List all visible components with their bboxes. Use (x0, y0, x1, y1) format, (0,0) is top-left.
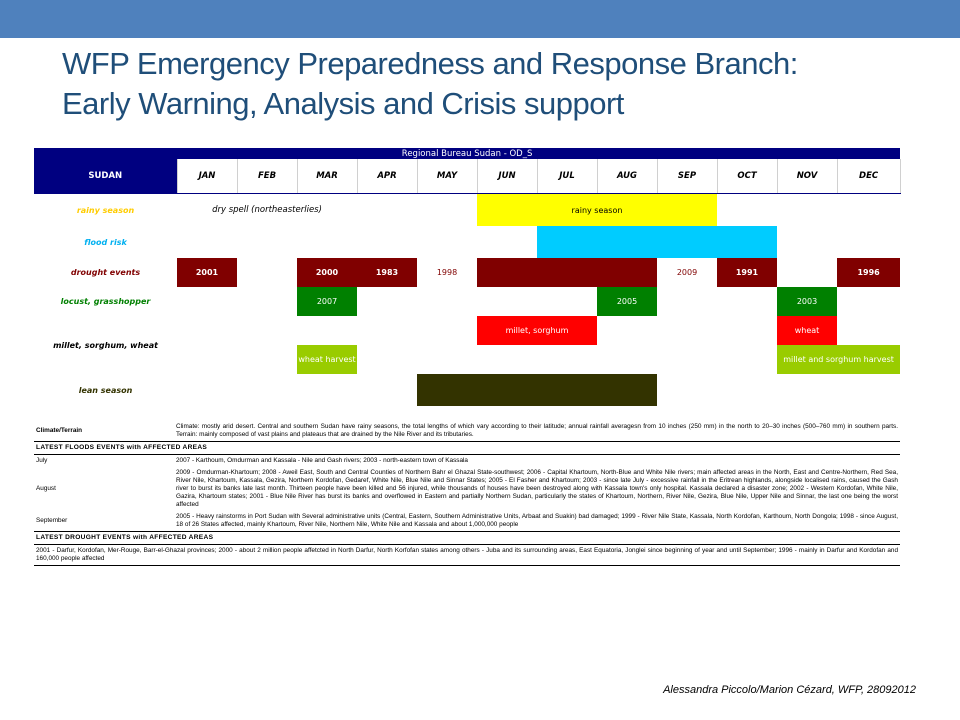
drought-events-row (34, 258, 900, 287)
drought-bar-jun-aug (477, 258, 657, 287)
month-header: AUG (597, 159, 657, 194)
wheat-sowing-bar: wheat (777, 316, 837, 345)
september-label: September (34, 511, 174, 532)
august-floods-row (34, 467, 900, 511)
july-label: July (36, 457, 48, 464)
wheat-harvest-bar: wheat harvest (297, 345, 357, 374)
slide-title-line-1: WFP Emergency Preparedness and Response Branch: (62, 46, 798, 81)
drought-year-mar: 2000 (297, 258, 357, 287)
locust-year-mar: 2007 (297, 287, 357, 316)
millet-sorghum-sowing-bar: millet, sorghum (477, 316, 597, 345)
calendar-title-row (34, 148, 900, 159)
august-floods-text: 2009 - Omdurman-Khartoum; 2008 - Aweil East, South and Central Counties of Northern Bahr el Ghazal State-southwest; 2006 - Capital Khartoum, North-Blue and White Nile rivers; main affected areas in the North, East and Centre-Northern, Red Sea, River Nile, Khartoum, Kassala, Gezira, Northern Kordofan, Gedaref, White Nile, Blue Nile and Sinnar States; 2005 - El Fasher and Khartoum; 2003 - since late July - excessive rainfall in the Eritrean highlands, alongside localised rains, caused the Gash river to burst its banks late last month. Thirteen people have been killed and 56 injured, while thousands of houses have been destroyed along with Kassala town's only hospital. Kassala declared a disaster zone; 2002 - Western Kordofan, White Nile, Gazira, Khartoum states; 2001 - Blue Nile River has burst its banks and overflowed in Eastern and partially Northern Sudan, particularly the states of Khartoum, Northern, River Nile, Gezira, Blue Nile, Upper Nile and Sinnar, the last one being the worst affected (176, 469, 898, 508)
flood-risk-bar (537, 226, 777, 258)
drought-year-dec: 1996 (837, 258, 900, 287)
month-header: NOV (777, 159, 837, 194)
climate-label: Climate/Terrain (34, 421, 174, 442)
seasonal-calendar-table (34, 148, 901, 406)
row-label-crops: millet, sorghum, wheat (53, 340, 158, 350)
top-accent-bar (0, 0, 960, 38)
drought-events-text: 2001 - Darfur, Kordofan, Mer-Rouge, Barr-el-Ghazal provinces; 2000 - about 2 million people affetcted in North Darfur, North Korfofan states among others - Juba and its surrounding areas, East Equatoria, Jonglei since beginning of year and until September; 1996 - mainly in Darfur and Kordofan and 160,000 people affected (34, 545, 900, 566)
month-header: JUL (537, 159, 597, 194)
row-label-rainy-season: rainy season (76, 205, 135, 215)
drought-year-oct: 1991 (717, 258, 777, 287)
row-label-locust: locust, grasshopper (60, 297, 151, 306)
month-header: JAN (177, 159, 237, 194)
month-header: APR (357, 159, 417, 194)
september-floods-text: 2005 - Heavy rainstorms in Port Sudan with Several administrative units (Central, Eastern, Southern Administrative Units, Arbaat and Suakin) bad damaged; 1999 - River Nile State, Kassala, North Kordofan, Karthoum, North Dongola; 1998 - since August, 18 of 26 States affected, mainly Khartoum, River Nile, Northern Nile, White Nile and Kassala and about 1,000,000 people (174, 511, 900, 532)
crops-sowing-row (34, 316, 900, 345)
month-header: DEC (837, 159, 900, 194)
drought-year-sep: 2009 (676, 268, 698, 277)
flood-risk-row (34, 226, 900, 258)
month-header: SEP (657, 159, 717, 194)
month-header-row (34, 159, 900, 194)
month-header: MAR (297, 159, 357, 194)
rainy-season-row (34, 194, 900, 227)
lean-season-row (34, 374, 900, 406)
month-header: MAY (417, 159, 477, 194)
calendar-title: Regional Bureau Sudan - OD_S (34, 148, 900, 159)
floods-header-row (34, 442, 900, 455)
country-header: SUDAN (34, 159, 177, 194)
dry-spell-label: dry spell (northeasterlies) (212, 205, 322, 215)
rainy-season-bar: rainy season (477, 194, 717, 227)
slide-title (62, 44, 942, 124)
drought-year-apr: 1983 (357, 258, 417, 287)
drought-year-may: 1998 (436, 268, 458, 277)
row-label-lean-season: lean season (78, 385, 133, 395)
august-label: August (36, 485, 56, 492)
july-floods-row (34, 455, 900, 468)
drought-header: LATEST DROUGHT EVENTS with AFFECTED AREAS (34, 532, 900, 545)
month-header: OCT (717, 159, 777, 194)
drought-header-row (34, 532, 900, 545)
july-floods-text: 2007 - Karthoum, Omdurman and Kassala - Nile and Gash rivers; 2003 - north-eastern town of Kassala (176, 457, 468, 464)
lean-season-bar (417, 374, 657, 406)
millet-sorghum-harvest-bar: millet and sorghum harvest (777, 345, 900, 374)
slide-footer-credit: Alessandra Piccolo/Marion Cézard, WFP, 28092012 (663, 684, 916, 696)
september-floods-row (34, 511, 900, 532)
drought-year-jan: 2001 (177, 258, 237, 287)
locust-row (34, 287, 900, 316)
month-header: FEB (237, 159, 297, 194)
month-header: JUN (477, 159, 537, 194)
climate-row (34, 421, 900, 442)
row-label-drought: drought events (70, 268, 141, 277)
locust-year-aug: 2005 (597, 287, 657, 316)
slide-title-line-2: Early Warning, Analysis and Crisis support (62, 86, 624, 121)
locust-year-nov: 2003 (777, 287, 837, 316)
hazard-notes-table (34, 421, 900, 566)
drought-events-text-row (34, 545, 900, 566)
climate-text: Climate: mostly arid desert. Central and southern Sudan have rainy seasons, the total lengths of which vary according to their latitude; annual rainfall averagesn from 10 inches (250 mm) in the north to 20–30 inches (500–760 mm) in southern parts. Terrain: mainly composed of vast plains and plateaus that are drained by the Nile River and its tributaries. (174, 421, 900, 442)
row-label-flood-risk: flood risk (84, 237, 127, 247)
floods-header: LATEST FLOODS EVENTS with AFFECTED AREAS (34, 442, 900, 455)
